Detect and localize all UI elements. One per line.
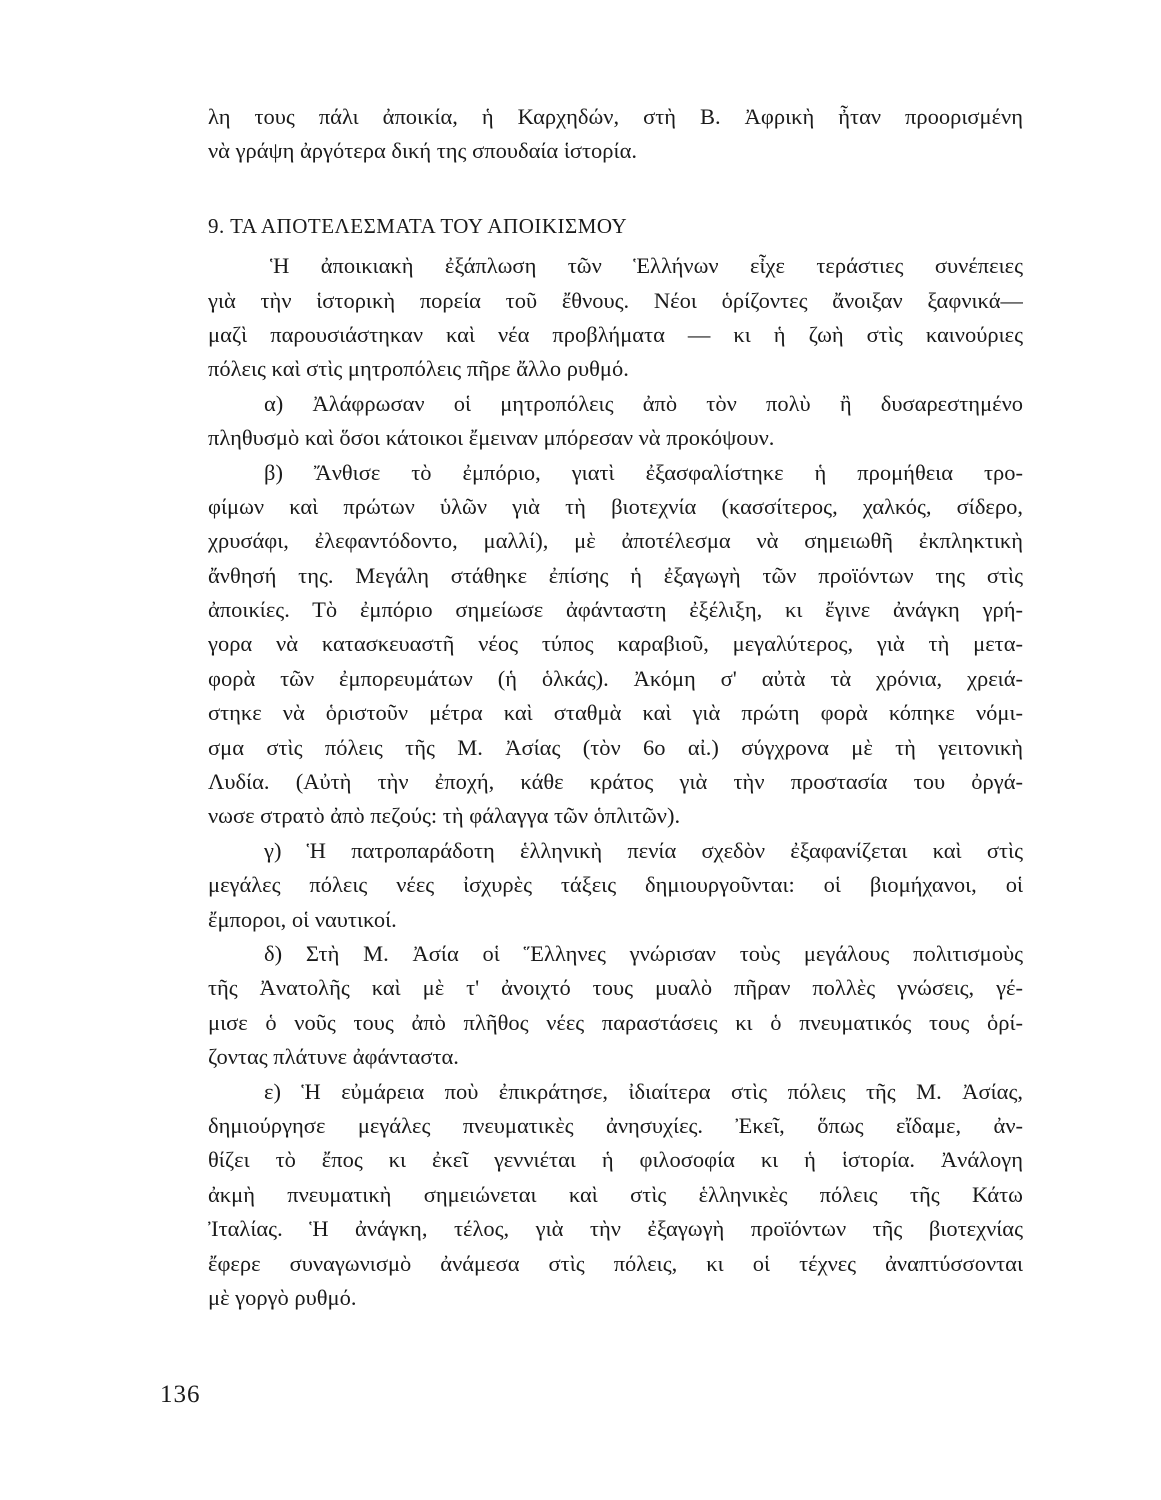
text-line: ἀποικίες. Τὸ ἐμπόριο σημείωσε ἀφάνταστη ἐξέλιξη, κι ἔγινε ἀνάγκη γρή- (208, 597, 1023, 623)
text-line: γιὰ τὴν ἱστορικὴ πορεία τοῦ ἔθνους. Νέοι ὁρίζοντες ἄνοιξαν ξαφνικά— (208, 287, 1023, 313)
text-line: ἔμποροι, οἱ ναυτικοί. (208, 906, 397, 932)
text-line: α) Ἀλάφρωσαν οἱ μητροπόλεις ἀπὸ τὸν πολὺ ἢ δυσαρεστημένο (264, 390, 1023, 416)
text-line: φορὰ τῶν ἐμπορευμάτων (ἡ ὁλκάς). Ἀκόμη σ' αὐτὰ τὰ χρόνια, χρειά- (208, 665, 1023, 691)
page-number: 136 (160, 1381, 201, 1408)
text-line: ε) Ἡ εὐμάρεια ποὺ ἐπικράτησε, ἰδιαίτερα στὶς πόλεις τῆς Μ. Ἀσίας, (264, 1078, 1023, 1104)
text-line: μὲ γοργὸ ρυθμό. (208, 1284, 357, 1310)
text-line: γορα νὰ κατασκευαστῆ νέος τύπος καραβιοῦ, μεγαλύτερος, γιὰ τὴ μετα- (208, 631, 1023, 657)
text-line: στηκε νὰ ὁριστοῦν μέτρα καὶ σταθμὰ καὶ γιὰ πρώτη φορὰ κόπηκε νόμι- (208, 700, 1023, 726)
text-line: πόλεις καὶ στὶς μητροπόλεις πῆρε ἄλλο ρυθμό. (208, 356, 629, 382)
text-line: β) Ἄνθισε τὸ ἐμπόριο, γιατὶ ἐξασφαλίστηκε ἡ προμήθεια τρο- (264, 459, 1023, 485)
text-line: πληθυσμὸ καὶ ὅσοι κάτοικοι ἔμειναν μπόρεσαν νὰ προκόψουν. (208, 425, 775, 451)
text-line: νωσε στρατὸ ἀπὸ πεζούς: τὴ φάλαγγα τῶν ὁπλιτῶν). (208, 803, 681, 829)
text-line: δ) Στὴ Μ. Ἀσία οἱ Ἕλληνες γνώρισαν τοὺς μεγάλους πολιτισμοὺς (264, 940, 1023, 966)
text-line: δημιούργησε μεγάλες πνευματικὲς ἀνησυχίες. Ἐκεῖ, ὅπως εἴδαμε, ἀν- (208, 1112, 1023, 1138)
text-line: λη τους πάλι ἀποικία, ἡ Καρχηδών, στὴ Β. Ἀφρικὴ ἦταν προορισμένη (208, 104, 1023, 129)
text-line: νὰ γράψη ἀργότερα δική της σπουδαία ἱστορία. (208, 138, 637, 164)
text-line: σμα στὶς πόλεις τῆς Μ. Ἀσίας (τὸν 6ο αἰ.) σύγχρονα μὲ τὴ γειτονικὴ (208, 734, 1023, 760)
text-line: θίζει τὸ ἔπος κι ἐκεῖ γεννιέται ἡ φιλοσοφία κι ἡ ἱστορία. Ἀνάλογη (208, 1147, 1023, 1173)
text-line: μεγάλες πόλεις νέες ἰσχυρὲς τάξεις δημιουργοῦνται: οἱ βιομήχανοι, οἱ (208, 872, 1023, 898)
text-line: Λυδία. (Αὐτὴ τὴν ἐποχή, κάθε κράτος γιὰ τὴν προστασία του ὀργά- (208, 769, 1023, 795)
text-line: ἔφερε συναγωνισμὸ ἀνάμεσα στὶς πόλεις, κι οἱ τέχνες ἀναπτύσσονται (208, 1250, 1023, 1276)
text-line: ἄνθησή της. Μεγάλη στάθηκε ἐπίσης ἡ ἐξαγωγὴ τῶν προϊόντων της στὶς (208, 562, 1023, 588)
text-line: μισε ὁ νοῦς τους ἀπὸ πλῆθος νέες παραστάσεις κι ὁ πνευματικός τους ὁρί- (208, 1009, 1023, 1035)
section-heading: 9. ΤΑ ΑΠΟΤΕΛΕΣΜΑΤΑ ΤΟΥ ΑΠΟΙΚΙΣΜΟΥ (208, 213, 628, 238)
text-line: φίμων καὶ πρώτων ὑλῶν γιὰ τὴ βιοτεχνία (κασσίτερος, χαλκός, σίδερο, (208, 493, 1023, 519)
text-line: χρυσάφι, ἐλεφαντόδοντο, μαλλί), μὲ ἀποτέλεσμα νὰ σημειωθῆ ἐκπληκτικὴ (208, 528, 1023, 554)
text-line: ἀκμὴ πνευματικὴ σημειώνεται καὶ στὶς ἑλληνικὲς πόλεις τῆς Κάτω (208, 1181, 1023, 1207)
text-line: τῆς Ἀνατολῆς καὶ μὲ τ' ἀνοιχτό τους μυαλὸ πῆραν πολλὲς γνώσεις, γέ- (208, 975, 1023, 1001)
text-line: μαζὶ παρουσιάστηκαν καὶ νέα προβλήματα — κι ἡ ζωὴ στὶς καινούριες (208, 321, 1023, 347)
body-text (208, 100, 1023, 1315)
text-line: Ἰταλίας. Ἡ ἀνάγκη, τέλος, γιὰ τὴν ἐξαγωγὴ προϊόντων τῆς βιοτεχνίας (208, 1216, 1023, 1242)
text-line: ζοντας πλάτυνε ἀφάνταστα. (208, 1044, 459, 1070)
text-line: Ἡ ἀποικιακὴ ἐξάπλωση τῶν Ἑλλήνων εἶχε τεράστιες συνέπειες (270, 253, 1023, 279)
text-line: γ) Ἡ πατροπαράδοτη ἑλληνικὴ πενία σχεδὸν ἐξαφανίζεται καὶ στὶς (264, 837, 1023, 863)
